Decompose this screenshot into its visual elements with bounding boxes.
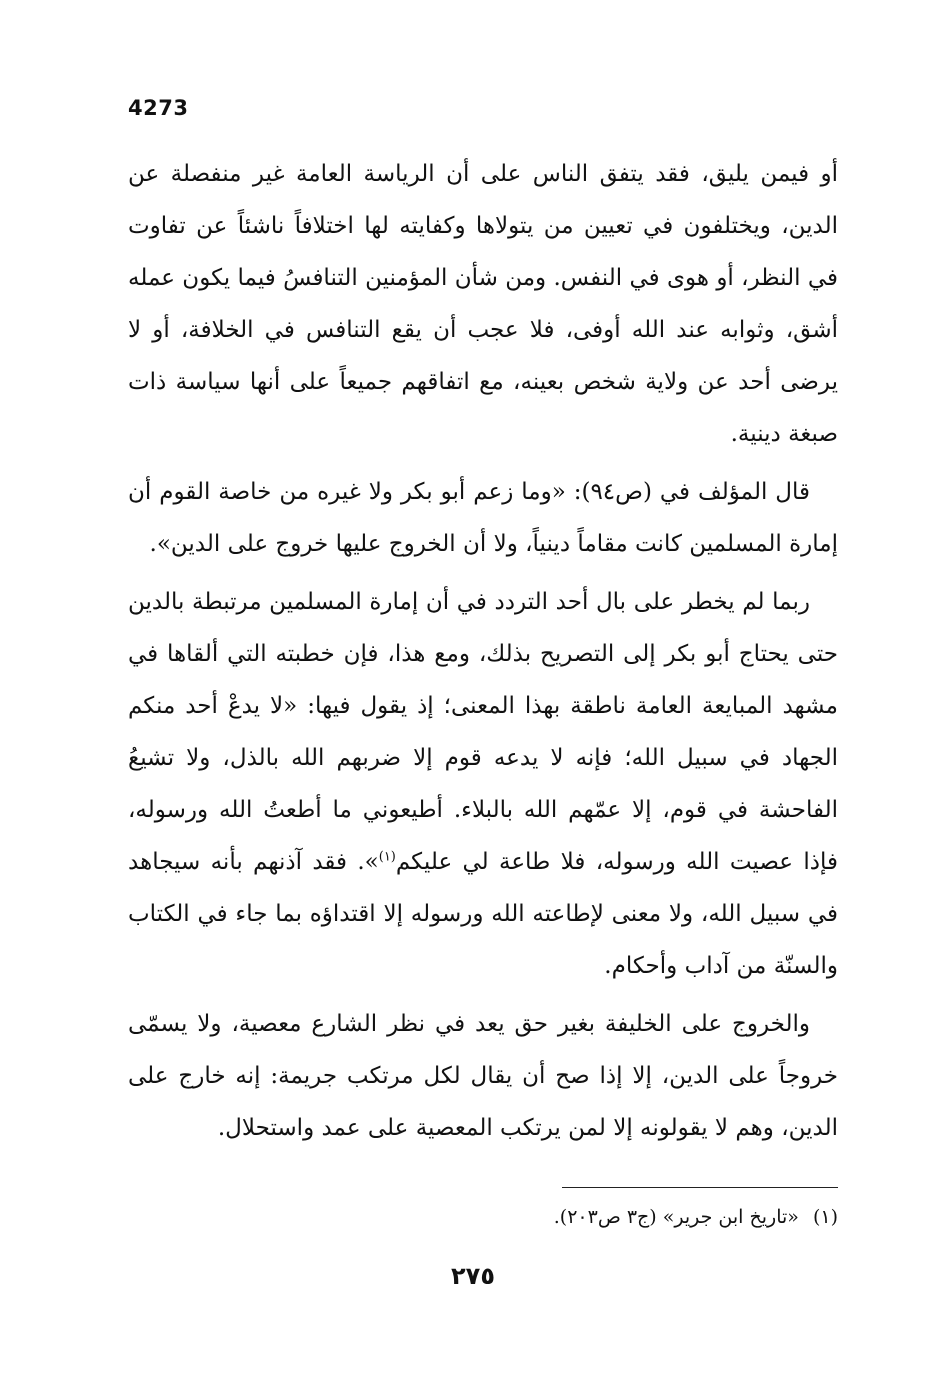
page-number: ٢٧٥ (451, 1262, 495, 1290)
footnote-divider (562, 1187, 838, 1188)
footnote-text: «تاريخ ابن جرير» (ج٣ ص٢٠٣). (553, 1206, 799, 1228)
page-id: 4273 (128, 96, 189, 120)
footnote-reference-mark: (١) (378, 849, 396, 865)
body-text (128, 148, 838, 1160)
paragraph-3-text-before-ref: ربما لم يخطر على بال أحد التردد في أن إمارة المسلمين مرتبطة بالدين حتى يحتاج أبو بكر إلى التصريح بذلك، ومع هذا، فإن خطبته التي ألقاها في مشهد المبايعة العامة ناطقة بهذا المعنى؛ إذ يقول فيها: «لا يدعْ أحد منكم الجهاد في سبيل الله؛ فإنه لا يدعه قوم إلا ضربهم الله بالذل، ولا تشيعُ الفاحشة في قوم، إلا عمّهم الله بالبلاء. أطيعوني ما أطعتُ الله ورسوله، فإذا عصيت الله ورسوله، فلا طاعة لي عليكم (128, 589, 838, 875)
paragraph-3 (128, 576, 838, 992)
footnote-number: (١) (812, 1206, 838, 1228)
footnote (128, 1202, 838, 1232)
paragraph-2: قال المؤلف في (ص٩٤): «وما زعم أبو بكر ولا غيره من خاصة القوم أن إمارة المسلمين كانت مقاماً دينياً، ولا أن الخروج عليها خروج على الدين». (128, 479, 838, 557)
paragraph-3-text-after-ref: ». فقد آذنهم بأنه سيجاهد في سبيل الله، ولا معنى لإطاعته الله ورسوله إلا اقتداؤه بما جاء في الكتاب والسنّة من آداب وأحكام. (128, 849, 838, 979)
paragraph-4: والخروج على الخليفة بغير حق يعد في نظر الشارع معصية، ولا يسمّى خروجاً على الدين، إلا إذا صح أن يقال لكل مرتكب جريمة: إنه خارج على الدين، وهم لا يقولونه إلا لمن يرتكب المعصية على عمد واستحلال. (128, 1011, 838, 1141)
paragraph-1: أو فيمن يليق، فقد يتفق الناس على أن الرياسة العامة غير منفصلة عن الدين، ويختلفون في تعيين من يتولاها وكفايته لها اختلافاً ناشئاً عن تفاوت في النظر، أو هوى في النفس. ومن شأن المؤمنين التنافسُ فيما يكون عمله أشق، وثوابه عند الله أوفى، فلا عجب أن يقع التنافس في الخلافة، أو لا يرضى أحد عن ولاية شخص بعينه، مع اتفاقهم جميعاً على أنها سياسة ذات صبغة دينية. (128, 161, 838, 447)
